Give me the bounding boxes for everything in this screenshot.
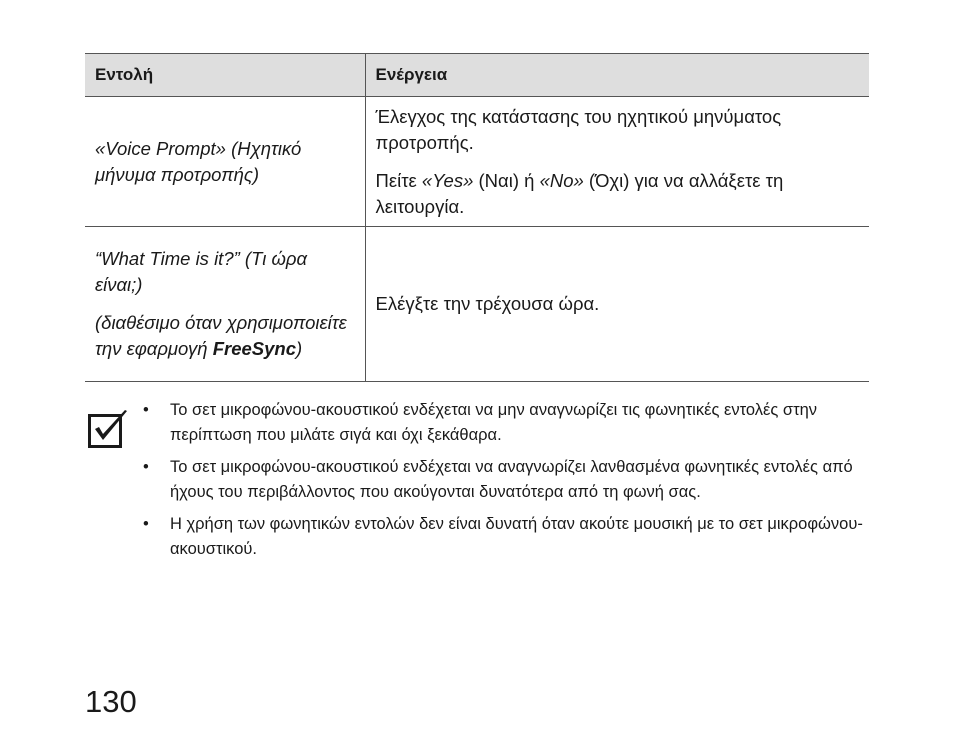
note-text: Το σετ μικροφώνου-ακουστικού ενδέχεται να μην αναγνωρίζει τις φωνητικές εντολές στην περίπτωση που μιλάτε σιγά και όχι ξεκάθαρα.	[170, 401, 818, 444]
command-cell	[85, 97, 365, 227]
command-cell	[85, 227, 365, 382]
command-voice-prompt: «Voice Prompt» (Ηχητικό μήνυμα προτροπής)	[95, 137, 302, 185]
command-availability-note	[95, 310, 355, 362]
action-text: Έλεγχος της κατάστασης του ηχητικού μηνύματος προτροπής.	[375, 105, 782, 153]
action-text: Ελέγξτε την τρέχουσα ώρα.	[375, 293, 600, 314]
action-cell	[365, 97, 869, 227]
header-action: Ενέργεια	[365, 54, 869, 97]
action-cell	[365, 227, 869, 382]
no-keyword: «No»	[539, 169, 584, 191]
header-command: Εντολή	[85, 54, 365, 97]
table-header-row	[85, 54, 869, 97]
yes-keyword: «Yes»	[421, 169, 474, 191]
table-row	[85, 227, 869, 382]
note-text: Το σετ μικροφώνου-ακουστικού ενδέχεται να αναγνωρίζει λανθασμένα φωνητικές εντολές από ήχους του περιβάλλοντος που ακούγονται δυνατότερα από τη φωνή σας.	[170, 458, 853, 501]
checkbox-check-icon	[88, 409, 130, 451]
freesync-brand: FreeSync	[212, 338, 296, 359]
note-text: Η χρήση των φωνητικών εντολών δεν είναι δυνατή όταν ακούτε μουσική με το σετ μικροφώνου-ακουστικού.	[170, 515, 863, 558]
action-text-part: Πείτε	[375, 169, 422, 191]
action-text-part: (Ναι) ή	[473, 169, 540, 191]
list-item	[143, 455, 868, 505]
bullet: •	[143, 515, 149, 533]
action-text-switch	[376, 168, 860, 220]
table-row	[85, 97, 869, 227]
list-item	[143, 398, 868, 448]
note-text-part: )	[295, 338, 303, 359]
action-text-part: (Όχι) για να αλλάξετε τη λειτουργία.	[375, 169, 784, 217]
bullet: •	[143, 458, 149, 476]
voice-command-table	[85, 53, 869, 382]
bullet: •	[143, 401, 149, 419]
page-number: 130	[85, 684, 137, 719]
note-text-part: (διαθέσιμο όταν χρησιμοποιείτε την εφαρμογή	[95, 312, 347, 359]
list-item	[143, 512, 868, 562]
command-what-time: “What Time is it?” (Τι ώρα είναι;)	[95, 248, 308, 295]
notes-list	[143, 398, 868, 569]
